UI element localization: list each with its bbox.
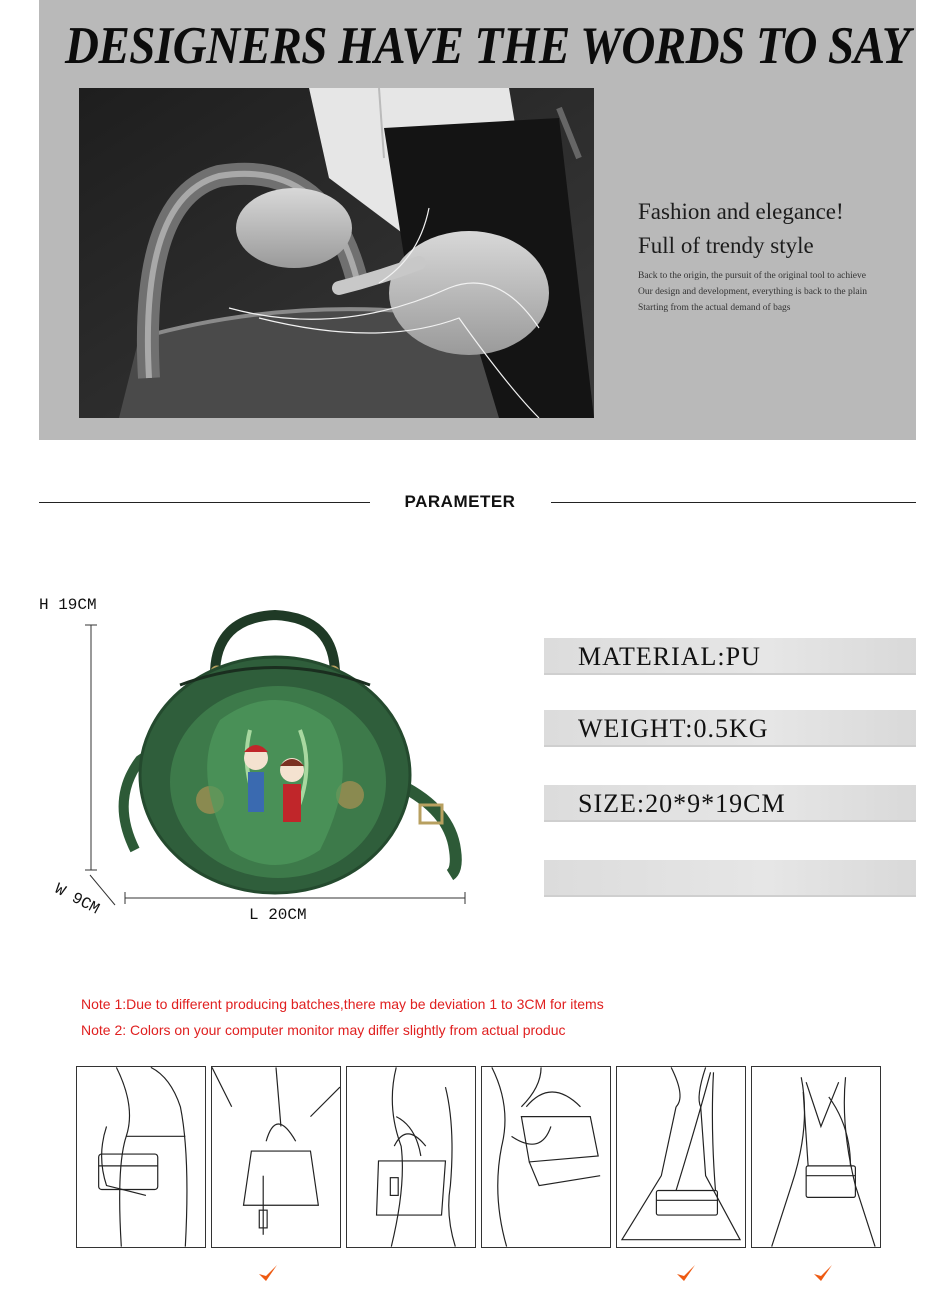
check-icon	[257, 1262, 279, 1284]
check-icon-crossbody-side	[812, 1262, 834, 1284]
spec-empty	[544, 860, 916, 897]
carry-handheld-illustration	[212, 1067, 340, 1247]
hero-description-line: Starting from the actual demand of bags	[638, 303, 791, 313]
check-icon-handheld	[257, 1262, 279, 1284]
height-label: H 19CM	[39, 596, 97, 614]
craftsman-photo	[79, 88, 594, 418]
check-icon	[812, 1262, 834, 1284]
carry-style-clutch	[76, 1066, 206, 1248]
carry-style-elbow	[346, 1066, 476, 1248]
carry-shoulder-illustration	[482, 1067, 610, 1247]
carry-style-crossbody-side	[751, 1066, 881, 1248]
hero-description	[638, 268, 913, 316]
hero-description-line: Our design and development, everything is back to the plain	[638, 287, 867, 297]
carry-clutch-illustration	[77, 1067, 205, 1247]
width-label: W 9CM	[51, 880, 103, 919]
carry-style-shoulder	[481, 1066, 611, 1248]
spec-size	[544, 785, 916, 822]
spec-weight-label: WEIGHT:0.5KG	[578, 714, 769, 743]
bag-illustration	[60, 600, 480, 930]
hero-copy	[638, 195, 913, 316]
length-label: L 20CM	[249, 906, 307, 924]
carry-elbow-illustration	[347, 1067, 475, 1247]
hero-description-line: Back to the origin, the pursuit of the original tool to achieve	[638, 271, 866, 281]
spec-material	[544, 638, 916, 675]
note-2: Note 2: Colors on your computer monitor may differ slightly from actual produc	[81, 1022, 566, 1038]
parameter-title: PARAMETER	[404, 492, 516, 511]
craftsman-photo-illustration	[79, 88, 594, 418]
spec-size-label: SIZE:20*9*19CM	[578, 789, 786, 818]
carry-crossbody-side-illustration	[752, 1067, 880, 1247]
hero-headline-1: Fashion and elegance!	[638, 199, 844, 224]
carry-styles	[76, 1066, 884, 1248]
bag-dimension-diagram	[60, 600, 480, 930]
spec-weight	[544, 710, 916, 747]
check-icon-crossbody-front	[675, 1262, 697, 1284]
spec-material-label: MATERIAL:PU	[578, 642, 761, 671]
divider-right	[551, 502, 916, 503]
hero-headline-2: Full of trendy style	[638, 233, 814, 258]
note-1: Note 1:Due to different producing batches,there may be deviation 1 to 3CM for items	[81, 996, 604, 1012]
carry-crossbody-front-illustration	[617, 1067, 745, 1247]
carry-style-crossbody-front	[616, 1066, 746, 1248]
hero-banner	[39, 0, 916, 440]
check-icon	[675, 1262, 697, 1284]
carry-style-handheld	[211, 1066, 341, 1248]
hero-title: DESIGNERS HAVE THE WORDS TO SAY	[65, 17, 911, 76]
divider-left	[39, 502, 370, 503]
